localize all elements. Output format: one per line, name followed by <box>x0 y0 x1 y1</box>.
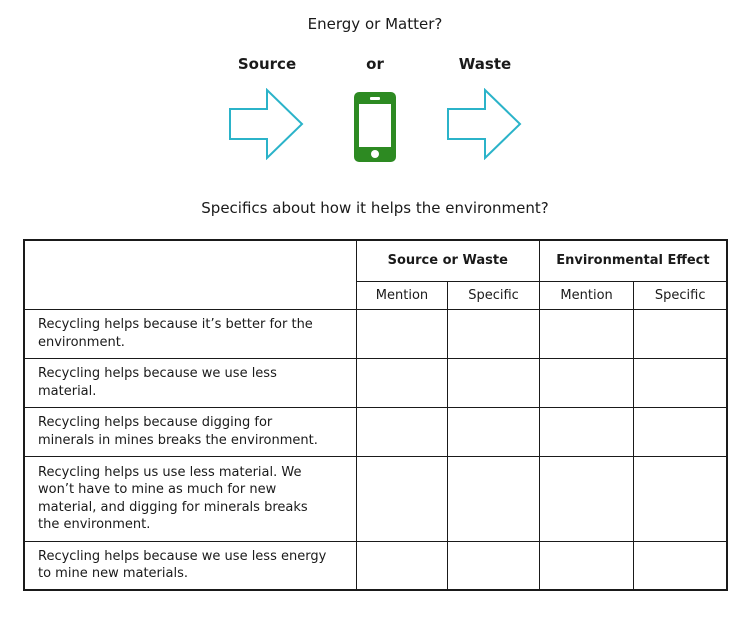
smartphone-icon <box>354 92 396 162</box>
score-cell[interactable] <box>448 309 540 358</box>
subheader-specific: Specific <box>634 281 727 309</box>
statement-line: Recycling helps because we use less energy <box>38 548 327 564</box>
score-cell[interactable] <box>634 541 727 590</box>
score-cell[interactable] <box>539 541 634 590</box>
statement-line: Recycling helps because we use less <box>38 366 277 381</box>
statement-line: Recycling helps us use less material. We <box>38 464 302 480</box>
table-row <box>24 456 727 541</box>
subheader-mention: Mention <box>356 281 448 309</box>
score-cell[interactable] <box>448 456 540 541</box>
right-arrow-outline-icon <box>447 88 523 160</box>
score-cell[interactable] <box>539 358 634 407</box>
score-cell[interactable] <box>356 358 448 407</box>
statement-cell <box>24 358 356 407</box>
rubric-table <box>23 239 728 591</box>
section-subtitle: Specifics about how it helps the environment? <box>201 199 549 217</box>
statement-line: the environment. <box>38 517 151 532</box>
statement-line: environment. <box>38 334 125 350</box>
statement-cell <box>24 407 356 456</box>
waste-label: Waste <box>458 55 512 73</box>
statement-line: minerals in mines breaks the environment. <box>38 432 318 448</box>
score-cell[interactable] <box>634 309 727 358</box>
table-row <box>24 358 727 407</box>
score-cell[interactable] <box>356 407 448 456</box>
group-header-source-or-waste: Source or Waste <box>356 240 539 281</box>
statement-line: to mine new materials. <box>38 566 188 582</box>
statement-cell <box>24 456 356 541</box>
statement-cell <box>24 541 356 590</box>
table-row <box>24 541 727 590</box>
score-cell[interactable] <box>356 309 448 358</box>
score-cell[interactable] <box>539 456 634 541</box>
source-label: Source <box>237 55 297 73</box>
statement-line: Recycling helps because it’s better for the <box>38 317 313 332</box>
or-label: or <box>366 55 384 73</box>
table-group-header-row <box>24 240 727 281</box>
right-arrow-outline-icon <box>229 88 305 160</box>
statement-line: material. <box>38 383 97 399</box>
page-title: Energy or Matter? <box>307 15 443 33</box>
score-cell[interactable] <box>356 456 448 541</box>
score-cell[interactable] <box>448 407 540 456</box>
score-cell[interactable] <box>634 358 727 407</box>
statement-line: won’t have to mine as much for new <box>38 482 277 497</box>
score-cell[interactable] <box>356 541 448 590</box>
table-row <box>24 309 727 358</box>
subheader-specific: Specific <box>448 281 540 309</box>
table-corner-cell <box>24 240 356 309</box>
statement-line: material, and digging for minerals breaks <box>38 499 308 515</box>
score-cell[interactable] <box>539 309 634 358</box>
score-cell[interactable] <box>539 407 634 456</box>
group-header-environmental-effect: Environmental Effect <box>539 240 727 281</box>
statement-cell <box>24 309 356 358</box>
score-cell[interactable] <box>448 358 540 407</box>
table-row <box>24 407 727 456</box>
score-cell[interactable] <box>634 407 727 456</box>
score-cell[interactable] <box>448 541 540 590</box>
score-cell[interactable] <box>634 456 727 541</box>
statement-line: Recycling helps because digging for <box>38 415 273 430</box>
subheader-mention: Mention <box>539 281 634 309</box>
